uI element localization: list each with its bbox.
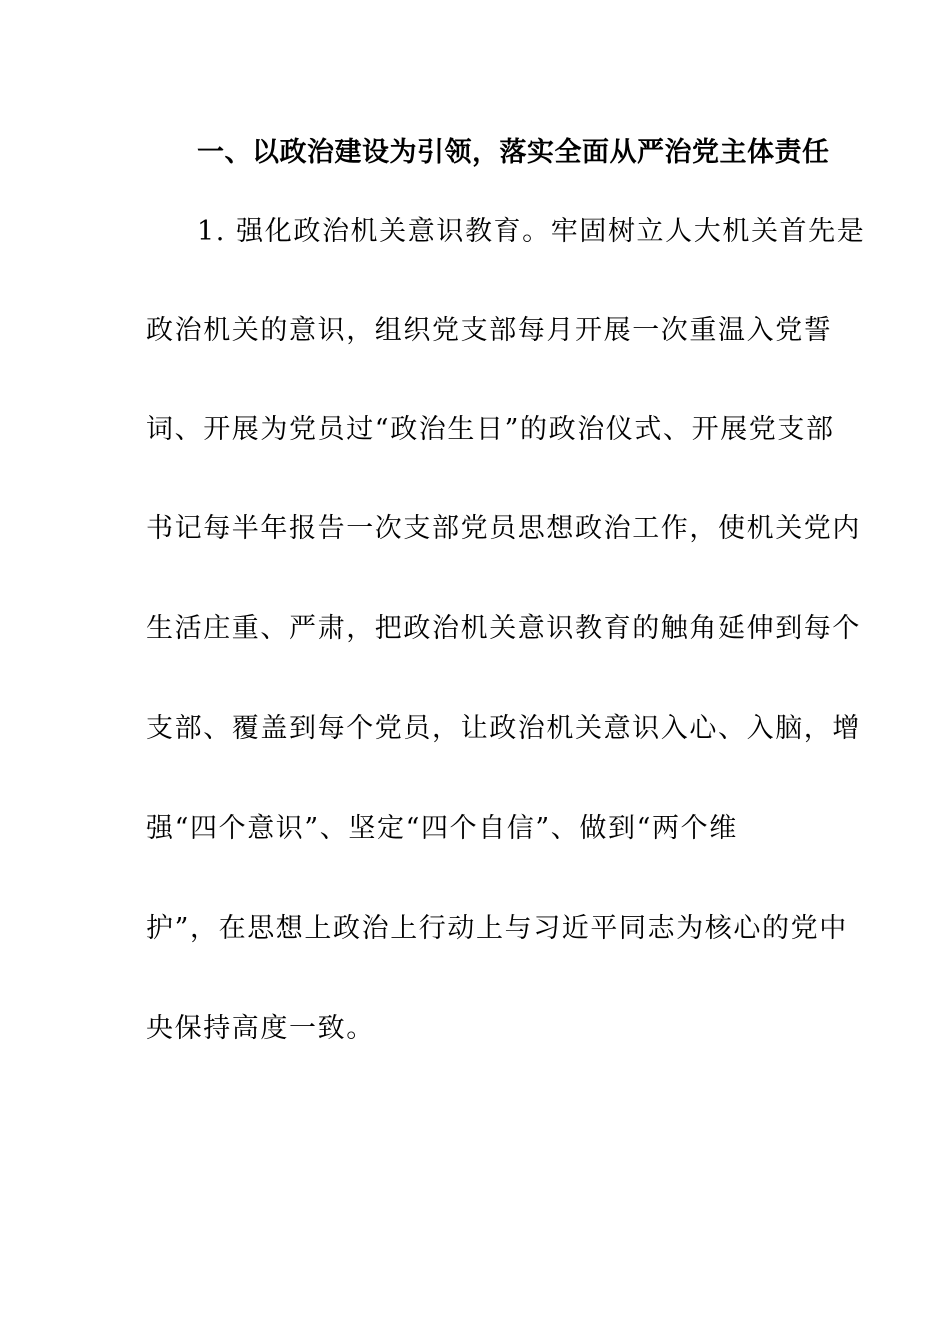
paragraph-line: 护”，在思想上政治上行动上与习近平同志为核心的党中 — [146, 913, 848, 944]
paragraph-line: 支部、覆盖到每个党员，让政治机关意识入心、入脑，增 — [146, 713, 861, 744]
paragraph-line: 生活庄重、严肃，把政治机关意识教育的触角延伸到每个 — [146, 613, 861, 644]
paragraph-line: 央保持高度一致。 — [146, 1013, 375, 1044]
paragraph-line: 政治机关的意识，组织党支部每月开展一次重温入党誓 — [146, 315, 833, 346]
paragraph-line: 词、开展为党员过“政治生日”的政治仪式、开展党支部 — [146, 414, 835, 445]
paragraph-line: 书记每半年报告一次支部党员思想政治工作，使机关党内 — [146, 513, 861, 544]
paragraph-line: 1. 强化政治机关意识教育。牢固树立人大机关首先是 — [197, 216, 866, 247]
section-heading: 一、以政治建设为引领，落实全面从严治党主体责任 — [197, 137, 830, 168]
paragraph-line: 强“四个意识”、坚定“四个自信”、做到“两个维 — [146, 813, 738, 844]
